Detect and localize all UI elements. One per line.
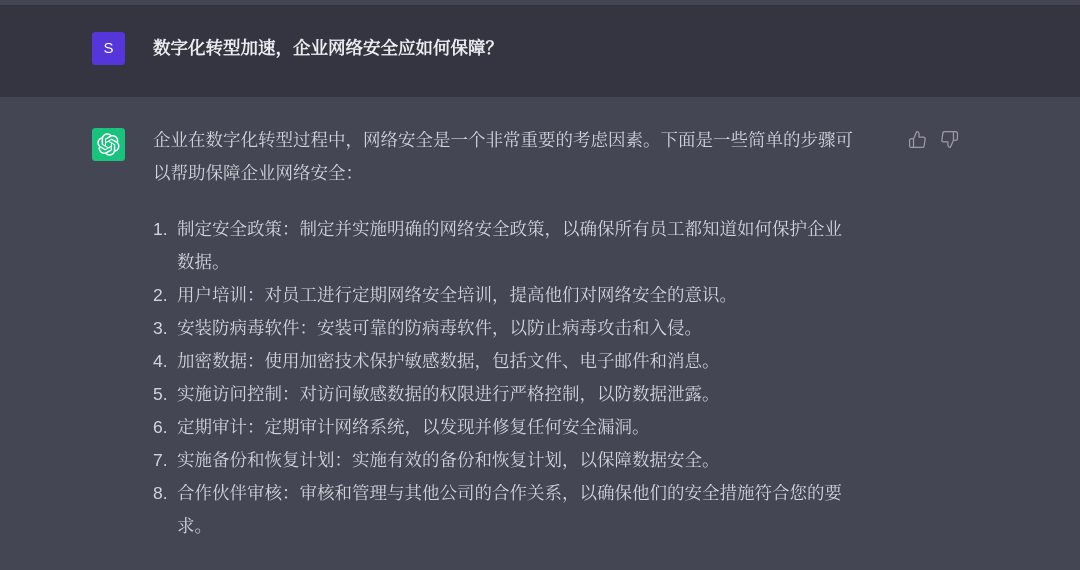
assistant-intro: 企业在数字化转型过程中，网络安全是一个非常重要的考虑因素。下面是一些简单的步骤可以帮助保障企业网络安全： [153, 130, 853, 183]
list-item-number: 7. [153, 450, 168, 470]
list-item [153, 378, 858, 411]
thumbs-up-button[interactable] [908, 130, 927, 149]
assistant-message-row [0, 97, 1080, 570]
assistant-message [153, 124, 858, 543]
user-message-row [0, 5, 1080, 97]
thumbs-down-icon [940, 130, 959, 149]
list-item-text: 制定安全政策：制定并实施明确的网络安全政策，以确保所有员工都知道如何保护企业数据。 [177, 219, 842, 272]
list-item-text: 实施访问控制：对访问敏感数据的权限进行严格控制，以防数据泄露。 [177, 384, 720, 404]
list-item-text: 定期审计：定期审计网络系统，以发现并修复任何安全漏洞。 [177, 417, 650, 437]
list-item-text: 合作伙伴审核：审核和管理与其他公司的合作关系，以确保他们的安全措施符合您的要求。 [177, 483, 842, 536]
list-item [153, 411, 858, 444]
list-item [153, 213, 858, 279]
list-item-text: 用户培训：对员工进行定期网络安全培训，提高他们对网络安全的意识。 [177, 285, 737, 305]
list-item-number: 5. [153, 384, 168, 404]
list-item-number: 3. [153, 318, 168, 338]
list-item-number: 2. [153, 285, 168, 305]
list-item [153, 477, 858, 543]
list-item [153, 312, 858, 345]
user-avatar-letter: S [103, 40, 114, 57]
assistant-avatar [92, 128, 125, 161]
list-item-number: 6. [153, 417, 168, 437]
assistant-list [153, 213, 858, 543]
list-item-number: 8. [153, 483, 168, 503]
thumbs-down-button[interactable] [940, 130, 959, 149]
user-message-text: 数字化转型加速，企业网络安全应如何保障？ [153, 38, 503, 58]
list-item-number: 4. [153, 351, 168, 371]
list-item-text: 加密数据：使用加密技术保护敏感数据，包括文件、电子邮件和消息。 [177, 351, 720, 371]
list-item [153, 444, 858, 477]
list-item [153, 279, 858, 312]
list-item-text: 安装防病毒软件：安装可靠的防病毒软件，以防止病毒攻击和入侵。 [177, 318, 702, 338]
message-actions [908, 130, 959, 149]
list-item [153, 345, 858, 378]
user-avatar [92, 32, 125, 65]
thumbs-up-icon [908, 130, 927, 149]
list-item-number: 1. [153, 219, 168, 239]
openai-logo-icon [97, 133, 120, 156]
list-item-text: 实施备份和恢复计划：实施有效的备份和恢复计划，以保障数据安全。 [177, 450, 720, 470]
